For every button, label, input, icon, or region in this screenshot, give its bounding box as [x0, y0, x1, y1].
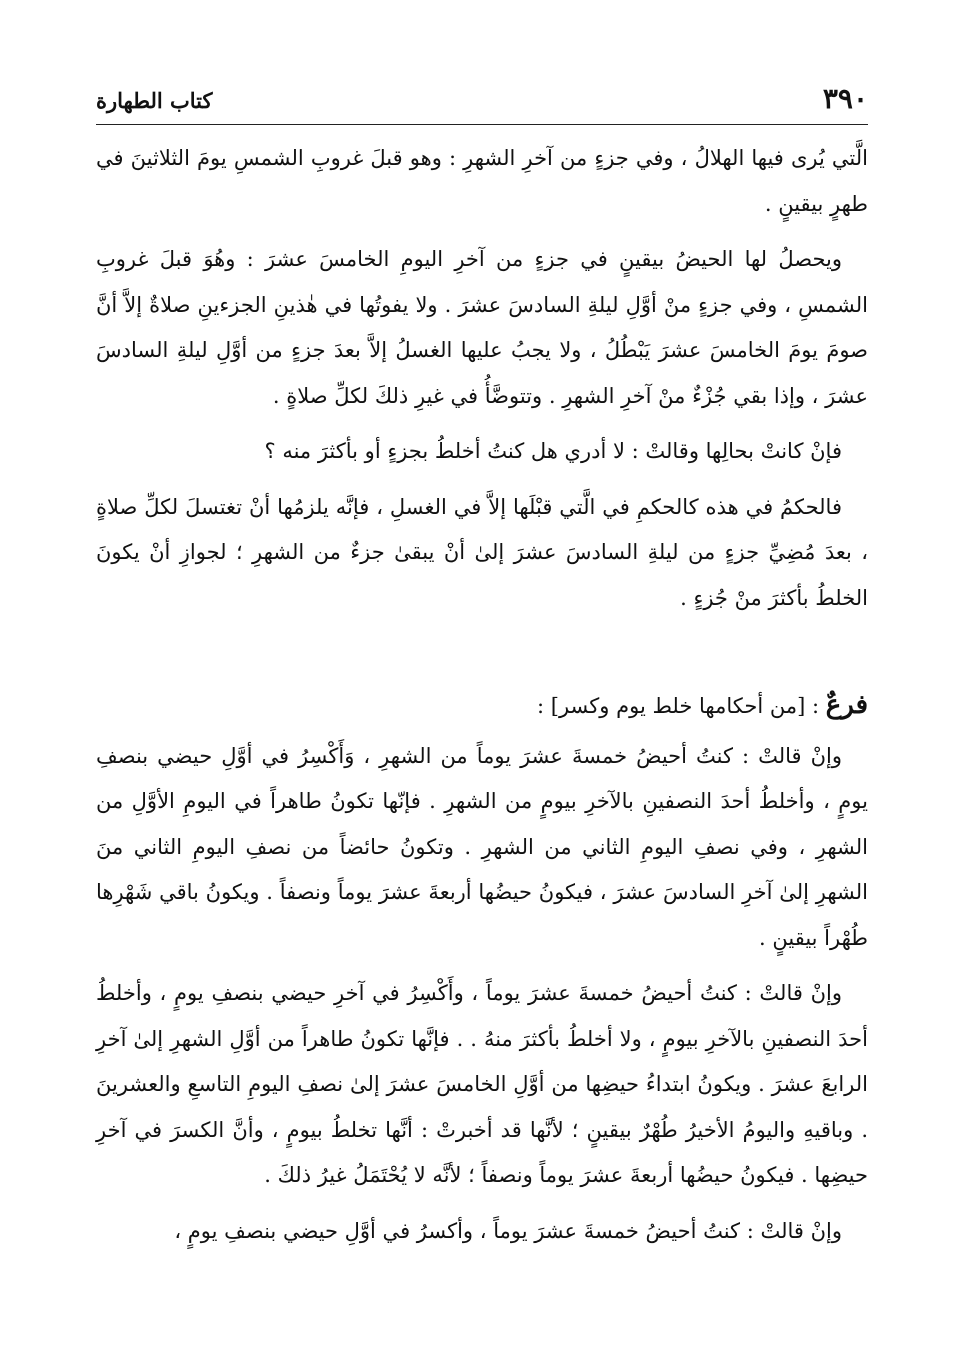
section-label: فرعٌ [825, 690, 868, 720]
section-heading [96, 683, 868, 730]
paragraph: الَّتي يُرى فيها الهلالُ ، وفي جزءٍ من آخرِ الشهرِ : وهو قبلَ غروبِ الشمسِ يومَ الثلاثينَ في طهرٍ بيقينٍ . [96, 146, 868, 216]
page-number: ٣٩٠ [822, 82, 868, 115]
paragraph: ويحصلُ لها الحيضُ بيقينٍ في جزءٍ من آخرِ اليومِ الخامسَ عشرَ : وهُوَ قبلَ غروبِ الشمسِ ، وفي جزءٍ منْ أوَّلِ ليلةِ السادسَ عشرَ . ولا يفوتُها في هٰذينِ الجزءينِ صلاةٌ إلاَّ أنَّ صومَ يومَ الخامسَ عشرَ يَبْطُلُ ، ولا يجبُ عليها الغسلُ إلاَّ بعدَ جزءٍ من أوَّلِ ليلةِ السادسَ عشرَ ، وإذا بقي جُزْءٌ منْ آخرِ الشهرِ . وتتوضَّأُ في غيرِ ذلكَ لكلِّ صلاةٍ . [96, 247, 868, 408]
paragraph: فالحكمُ في هذه كالحكمِ في الَّتي قبْلَها إلاَّ في الغسلِ ، فإنَّه يلزمُها أنْ تغتسلَ لكلِّ صلاةٍ ، بعدَ مُضِيِّ جزءٍ من ليلةِ السادسَ عشرَ إلىٰ أنْ يبقىٰ جزءٌ من الشهرِ ؛ لجوازِ أنْ يكونَ الخلطُ بأكثرَ منْ جُزءٍ . [96, 494, 868, 610]
paragraph: وإنْ قالتْ : كنتُ أحيضُ خمسةَ عشرَ يوماً ، وأكسرُ في أوَّلِ حيضي بنصفِ يومٍ ، [174, 1218, 842, 1243]
running-title: كتاب الطهارة [96, 88, 213, 113]
paragraph: وإنْ قالتْ : كنتُ أحيضُ خمسةَ عشرَ يوماً ، وأَكْسِرُ في آخرِ حيضي بنصفِ يومٍ ، وأخلطُ أحدَ النصفينِ بالآخرِ بيومٍ ، ولا أخلطُ بأكثرَ منهُ . . فإنَّها تكونُ طاهراً من أوَّلِ الشهرِ إلىٰ آخرِ الرابعَ عشرَ . ويكونُ ابتداءُ حيضِها من أوَّلِ الخامسَ عشرَ إلىٰ نصفِ اليومِ التاسعِ والعشرينَ . وباقيهِ واليومُ الأخيرُ طُهْرٌ بيقينٍ ؛ لأنَّها قد أخبرتْ : أنَّها تخلطُ بيومٍ ، وأنَّ الكسرَ في آخرِ حيضِها . فيكونُ حيضُها أربعةَ عشرَ يوماً ونصفاً ؛ لأنَّه لا يُحْتَمَلُ غيرُ ذلكَ . [96, 981, 868, 1187]
paragraph: وإنْ قالتْ : كنتُ أحيضُ خمسةَ عشرَ يوماً من الشهرِ ، وَأَكْسِرُ في أوَّلِ حيضي بنصفِ يومٍ ، وأخلطُ أحدَ النصفينِ بالآخرِ بيومٍ من الشهرِ . فإنّها تكونُ طاهراً في اليومِ الأوَّلِ من الشهرِ ، وفي نصفِ اليومِ الثاني من الشهرِ . وتكونُ حائضاً من نصفِ اليومِ الثاني منَ الشهرِ إلىٰ آخرِ السادسَ عشرَ ، فيكونُ حيضُها أربعةَ عشرَ يوماً ونصفاً . ويكونُ باقي شَهْرِها طُهْراً بيقينٍ . [96, 743, 868, 950]
page-header [96, 80, 868, 125]
page-body [96, 136, 868, 1264]
section-title: : [من أحكامها خلط يوم وكسر] : [537, 694, 820, 718]
section-gap [96, 631, 868, 683]
paragraph: فإنْ كانتْ بحالِها وقالتْ : لا أدري هل كنتُ أخلطُ بجزءٍ أو بأكثرَ منه ؟ [264, 439, 842, 463]
